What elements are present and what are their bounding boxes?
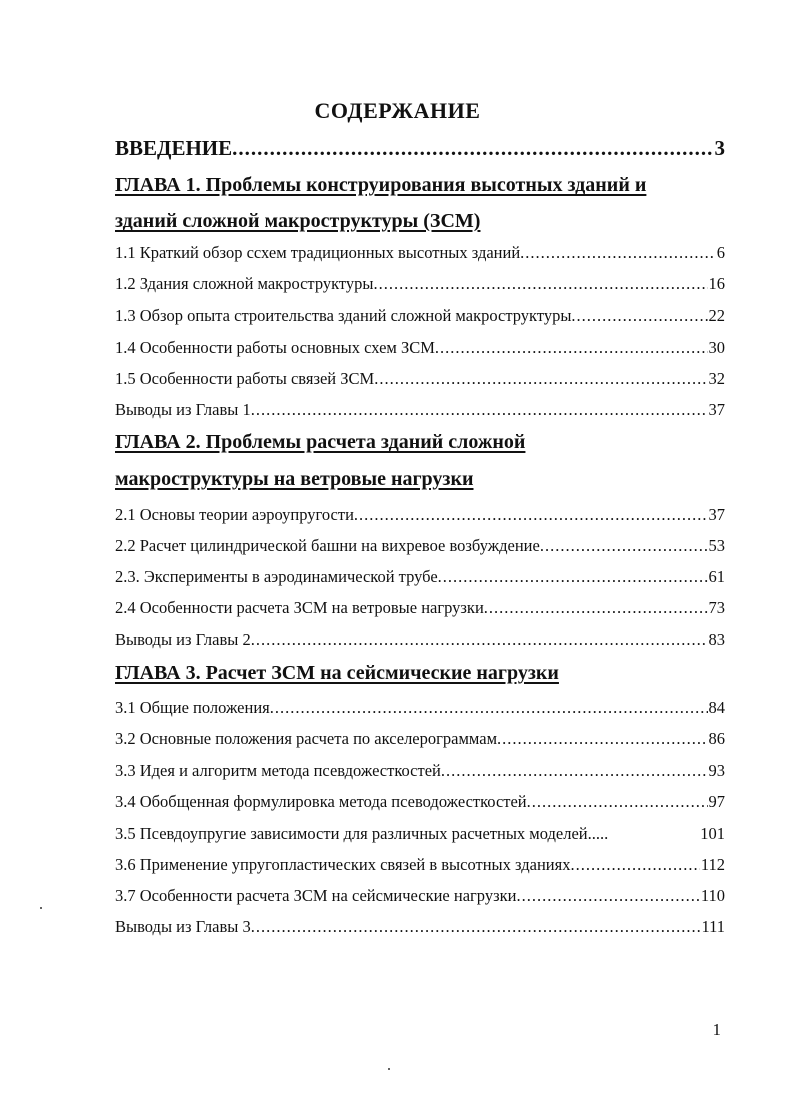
toc-entry-label: 3.2 Основные положения расчета по акселерограммам [115, 729, 498, 748]
toc-entry-label: 2.2 Расчет цилиндрической башни на вихревое возбуждение [115, 536, 540, 555]
leader-dots [540, 536, 708, 556]
toc-entry-page: 101 [700, 824, 725, 843]
toc-entry-2-3[interactable] [115, 567, 725, 587]
toc-entry-1-2[interactable] [115, 274, 725, 294]
toc-entry-1-1[interactable] [115, 243, 725, 263]
toc-entry-label: 1.3 Обзор опыта строительства зданий сложной макроструктуры [115, 306, 572, 325]
leader-dots [251, 917, 701, 937]
toc-entry-page: 97 [708, 792, 725, 811]
toc-entry-1-5[interactable] [115, 369, 725, 389]
toc-entry-3-1[interactable] [115, 698, 725, 718]
leader-dots [438, 567, 708, 587]
toc-entry-label: 1.1 Краткий обзор ссхем традиционных высотных зданий [115, 243, 521, 262]
toc-entry-label: Выводы из Главы 1 [115, 400, 251, 419]
toc-entry-page: 86 [708, 729, 725, 748]
toc-entry-2-1[interactable] [115, 505, 725, 525]
toc-entry-label: 3.7 Особенности расчета ЗСМ на сейсмические нагрузки [115, 886, 517, 905]
toc-entry-label: 1.4 Особенности работы основных схем ЗСМ [115, 338, 435, 357]
chapter-1-heading-line-1[interactable]: ГЛАВА 1. Проблемы конструирования высотных зданий и [115, 174, 647, 196]
toc-entry-page: 37 [708, 400, 725, 419]
toc-entry-introduction[interactable] [115, 136, 725, 161]
leader-dots [251, 400, 708, 420]
toc-entry-conclusions-3[interactable] [115, 917, 725, 937]
toc-entry-label: 3.5 Псевдоупругие зависимости для различных расчетных моделей..... [115, 824, 609, 843]
toc-entry-page: 93 [708, 761, 725, 780]
toc-entry-page: 16 [708, 274, 725, 293]
toc-entry-label: 1.2 Здания сложной макроструктуры [115, 274, 374, 293]
toc-entry-label: 2.4 Особенности расчета ЗСМ на ветровые нагрузки [115, 598, 484, 617]
leader-dots [570, 855, 699, 875]
toc-entry-label: 3.6 Применение упругопластических связей в высотных зданиях [115, 855, 571, 874]
toc-entry-page: 53 [708, 536, 725, 555]
toc-entry-2-4[interactable] [115, 598, 725, 618]
scan-speck [40, 907, 42, 909]
leader-dots [435, 338, 708, 358]
toc-entry-page: 6 [716, 243, 725, 262]
page-number: 1 [712, 1020, 721, 1039]
toc-entry-1-4[interactable] [115, 338, 725, 358]
toc-entry-label: 3.1 Общие положения [115, 698, 270, 717]
toc-entry-label: Выводы из Главы 3 [115, 917, 251, 936]
leader-dots [441, 761, 708, 781]
leader-dots [270, 698, 708, 718]
toc-entry-page: 32 [708, 369, 725, 388]
chapter-3-heading[interactable]: ГЛАВА 3. Расчет ЗСМ на сейсмические нагрузки [115, 662, 559, 684]
leader-dots [571, 306, 707, 326]
toc-entry-page: 84 [708, 698, 725, 717]
toc-entry-label: ВВЕДЕНИЕ [115, 136, 233, 160]
leader-dots [374, 369, 707, 389]
scan-speck [388, 1068, 390, 1070]
toc-entry-page: 73 [708, 598, 725, 617]
page-title: СОДЕРЖАНИЕ [314, 98, 481, 123]
leader-dots [497, 729, 707, 749]
leader-dots [527, 792, 708, 812]
toc-entry-3-6[interactable] [115, 855, 725, 875]
toc-entry-page: 61 [708, 567, 725, 586]
chapter-2-heading-line-2[interactable]: макроструктуры на ветровые нагрузки [115, 468, 474, 490]
toc-entry-3-5[interactable] [115, 824, 725, 844]
toc-entry-page: 30 [708, 338, 725, 357]
toc-entry-2-2[interactable] [115, 536, 725, 556]
toc-entry-label: 1.5 Особенности работы связей ЗСМ [115, 369, 375, 388]
toc-entry-3-2[interactable] [115, 729, 725, 749]
toc-entry-page: 3 [714, 136, 725, 160]
leader-dots [484, 598, 708, 618]
toc-entry-conclusions-1[interactable] [115, 400, 725, 420]
leader-dots [516, 886, 699, 906]
chapter-2-heading-line-1[interactable]: ГЛАВА 2. Проблемы расчета зданий сложной [115, 431, 526, 453]
toc-entry-page: 112 [700, 855, 725, 874]
toc-entry-page: 111 [701, 917, 725, 936]
toc-entry-label: Выводы из Главы 2 [115, 630, 251, 649]
leader-dots [354, 505, 708, 525]
toc-entry-page: 22 [708, 306, 725, 325]
toc-entry-label: 3.3 Идея и алгоритм метода псевдожесткостей [115, 761, 441, 780]
leader-dots [520, 243, 716, 263]
leader-dots [232, 136, 713, 161]
toc-entry-3-4[interactable] [115, 792, 725, 812]
toc-entry-page: 110 [700, 886, 725, 905]
chapter-1-heading-line-2[interactable]: зданий сложной макроструктуры (ЗСМ) [115, 210, 481, 232]
toc-entry-page: 83 [708, 630, 725, 649]
toc-entry-label: 2.3. Эксперименты в аэродинамической трубе [115, 567, 438, 586]
toc-entry-page: 37 [708, 505, 725, 524]
toc-entry-conclusions-2[interactable] [115, 630, 725, 650]
toc-entry-3-3[interactable] [115, 761, 725, 781]
leader-dots [374, 274, 708, 294]
leader-dots [251, 630, 708, 650]
toc-entry-1-3[interactable] [115, 306, 725, 326]
toc-entry-3-7[interactable] [115, 886, 725, 906]
toc-entry-label: 3.4 Обобщенная формулировка метода псеводожесткостей [115, 792, 527, 811]
toc-entry-label: 2.1 Основы теории аэроупругости [115, 505, 354, 524]
